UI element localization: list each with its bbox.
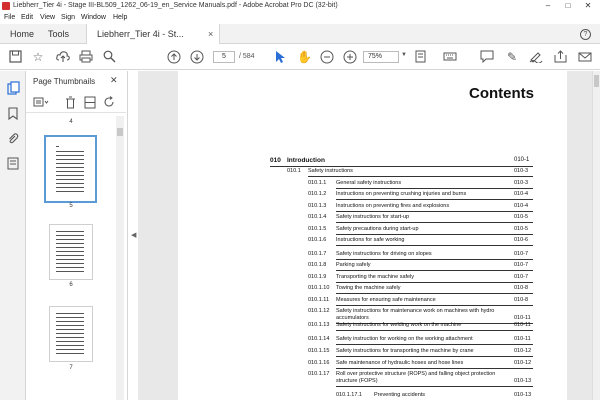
tab-document[interactable] [86,24,220,45]
toc-divider [336,356,533,357]
toc-entry-text[interactable]: Safe maintenance of hydraulic hoses and hose lines [336,360,464,366]
toc-entry-number: 010.1.9 [308,274,327,280]
close-icon[interactable]: ✕ [110,75,118,85]
title-bar [0,0,600,12]
toc-entry-number: 010.1.17.1 [336,392,362,398]
menu-help[interactable]: Help [113,14,128,21]
pen-icon[interactable]: ✎ [506,50,518,64]
rotate-icon[interactable] [103,96,115,110]
menu-view[interactable]: View [40,14,56,21]
panel-title: Page Thumbnails [33,77,96,86]
toc-entry-text[interactable]: Parking safely [336,262,371,268]
toc-entry-text[interactable]: Roll over protective structure (ROPS) and falling object protection [336,371,496,377]
insert-page-icon[interactable] [84,96,96,110]
thumbnail-page-6[interactable] [49,224,93,280]
toc-entry-number: 010.1.6 [308,237,327,243]
toc-entry-page: 010-1 [514,157,530,163]
toc-entry-page: 010-4 [514,191,529,197]
cursor-icon[interactable] [273,50,287,64]
toc-divider [336,245,533,246]
toc-divider [336,282,533,283]
toc-entry-text[interactable]: Safety instructions for transporting the machine by crane [336,348,474,354]
scrollbar-thumb[interactable] [594,75,599,87]
toc-entry-number: 010.1.7 [308,251,327,257]
toc-divider [336,188,533,189]
toc-entry-number: 010.1.3 [308,203,327,209]
sign-icon[interactable] [529,50,543,64]
star-icon[interactable]: ☆ [32,50,44,64]
toc-divider [336,368,533,369]
thumbnail-page-label: 5 [69,203,73,209]
menu-edit[interactable]: Edit [21,14,34,21]
zoom-select[interactable]: 75% [363,51,399,63]
menu-bar [0,12,600,24]
toc-divider [336,199,533,200]
toc-entry-text[interactable]: Safety instructions for driving on slopes [336,251,432,257]
toc-entry-text[interactable]: Safety precautions during start-up [336,226,419,232]
toc-entry-number: 010.1.14 [308,336,330,342]
toc-divider [336,293,533,294]
page-total: / 584 [239,53,255,60]
page-thumbnails-panel [26,71,128,400]
toc-entry-number: 010.1.16 [308,360,330,366]
toc-entry-page: 010-4 [514,203,529,209]
toc-divider [336,222,533,223]
scrollbar-thumb[interactable] [117,128,123,136]
arrow-up-circle-icon[interactable] [167,50,181,64]
toc-entry-page: 010-11 [514,315,531,321]
toc-entry-text[interactable]: Instructions for safe working [336,237,405,243]
tab-close-icon[interactable]: × [208,29,214,39]
toc-divider [270,166,533,167]
page-number-input[interactable]: 5 [213,51,235,63]
toc-entry-number: 010.1.4 [308,214,327,220]
toc-entry-text[interactable]: Safety instructions for start-up [336,214,410,220]
thumbnail-toolbar [26,93,126,113]
toc-divider [308,176,533,177]
close-window-button[interactable]: ✕ [584,1,592,10]
thumbnail-scrollbar[interactable] [116,116,124,400]
toc-entry-text[interactable]: Instructions on preventing crushing injuries and burns [336,191,467,197]
toc-entry-number: 010.1.5 [308,226,327,232]
page-thumbnails-icon[interactable] [6,81,20,95]
toc-entry-page: 010-5 [514,214,529,220]
toc-divider [336,344,533,345]
thumbnail-page-label: 6 [69,282,73,288]
help-icon[interactable]: ? [580,29,591,40]
toc-divider [336,211,533,212]
menu-file[interactable]: File [4,14,16,21]
menu-window[interactable]: Window [81,14,106,21]
toc-entry-number: 010.1.1 [308,180,327,186]
toc-entry-page: 010-11 [514,322,531,328]
chevron-down-icon[interactable]: ▼ [401,52,407,58]
toc-entry-page: 010-12 [514,360,532,366]
window-title: Liebherr_Tier 4i - Stage III-BL509_1262_06-19_en_Service Manuals.pdf - Adobe Acrobat Pro DC (32-bit) [13,2,338,9]
toc-entry-text[interactable]: Introduction [287,157,325,164]
toc-divider [336,270,533,271]
toc-entry-text[interactable]: Safety instructions for welding work on the machine [336,322,462,328]
toc-entry-number: 010.1.8 [308,262,327,268]
toc-divider [336,386,533,387]
collapse-panel-icon[interactable]: ◀ [131,232,137,239]
toc-entry-text[interactable]: Measures for ensuring safe maintenance [336,297,436,303]
options-menu-icon[interactable] [33,96,49,110]
share-icon[interactable] [553,50,567,64]
toc-entry-page: 010-3 [514,168,529,174]
maximize-button[interactable]: □ [565,1,571,10]
trash-icon[interactable] [65,96,76,110]
toc-entry-page: 010-13 [514,392,532,398]
minus-circle-icon[interactable] [320,50,334,64]
toc-entry-page: 010-8 [514,297,529,303]
tab-home[interactable]: Home [10,29,35,39]
arrow-down-circle-icon[interactable] [190,50,204,64]
keyboard-icon[interactable] [443,50,457,64]
main-toolbar [0,44,600,70]
thumbnail-page-label: 7 [69,365,73,371]
thumbnail-page-5[interactable] [44,135,97,203]
toc-entry-text[interactable]: Towing the machine safely [336,285,401,291]
left-navigation-rail [0,71,26,400]
toc-divider [336,259,533,260]
toc-entry-number: 010.1.12 [308,308,330,314]
toc-entry-number: 010.1 [287,168,301,174]
toc-entry-number: 010.1.17 [308,371,330,377]
menu-sign[interactable]: Sign [61,14,76,21]
toc-entry-text[interactable]: Preventing accidents [374,392,426,398]
toc-entry-page: 010-5 [514,226,529,232]
tab-tools[interactable]: Tools [48,29,70,39]
cloud-upload-icon[interactable] [56,50,70,64]
toc-entry-number: 010.1.11 [308,297,330,303]
tab-bar [0,24,600,44]
toc-entry-page: 010-7 [514,251,529,257]
layers-icon[interactable] [6,157,20,171]
toc-entry-page: 010-6 [514,237,529,243]
save-icon[interactable] [8,50,22,64]
thumbnail-page-label: 4 [69,119,73,125]
tab-document-label: Liebherr_Tier 4i - St... [97,29,184,39]
toc-entry-page: 010-7 [514,262,529,268]
hand-icon[interactable]: ✋ [297,50,312,64]
toc-entry-number: 010 [270,157,281,164]
toc-divider [336,234,533,235]
minimize-button[interactable]: – [545,1,551,10]
printer-icon[interactable] [79,50,93,64]
toc-entry-page: 010-3 [514,180,529,186]
toc-entry-number: 010.1.13 [308,322,330,328]
toc-entry-page: 010-7 [514,274,529,280]
toc-entry-text[interactable]: General safety instructions [336,180,402,186]
toc-divider [336,305,533,306]
document-scrollbar[interactable] [592,71,600,400]
toc-entry-number: 010.1.15 [308,348,330,354]
comment-icon[interactable] [480,50,494,64]
toc-entry-text[interactable]: Instructions on preventing fires and explosions [336,203,450,209]
toc-entry-page: 010-11 [514,336,531,342]
toc-entry-text[interactable]: Safety instructions [308,168,353,174]
plus-circle-icon[interactable] [343,50,357,64]
attachment-icon[interactable] [6,132,20,146]
toc-entry-page: 010-8 [514,285,529,291]
toc-entry-text[interactable]: Safety instructions for maintenance work on machines with hydro [336,308,495,314]
toc-entry-page: 010-13 [514,378,532,384]
toc-entry-number: 010.1.10 [308,285,330,291]
toc-divider [336,330,533,331]
acrobat-logo-icon [2,2,10,10]
page-title: Contents [469,85,534,102]
toc-entry-number: 010.1.2 [308,191,327,197]
toc-entry-page: 010-12 [514,348,532,354]
fit-page-icon[interactable] [413,50,427,64]
toc-entry-text-continued[interactable]: accumulators [336,315,369,321]
bookmark-icon[interactable] [6,107,20,121]
toc-entry-text-continued[interactable]: structure (FOPS) [336,378,378,384]
search-icon[interactable] [102,50,116,64]
toc-entry-text[interactable]: Transporting the machine safely [336,274,415,280]
mail-icon[interactable] [578,50,592,64]
toc-entry-text[interactable]: Safety instruction for working on the working attachment [336,336,473,342]
thumbnail-page-7[interactable] [49,306,93,362]
